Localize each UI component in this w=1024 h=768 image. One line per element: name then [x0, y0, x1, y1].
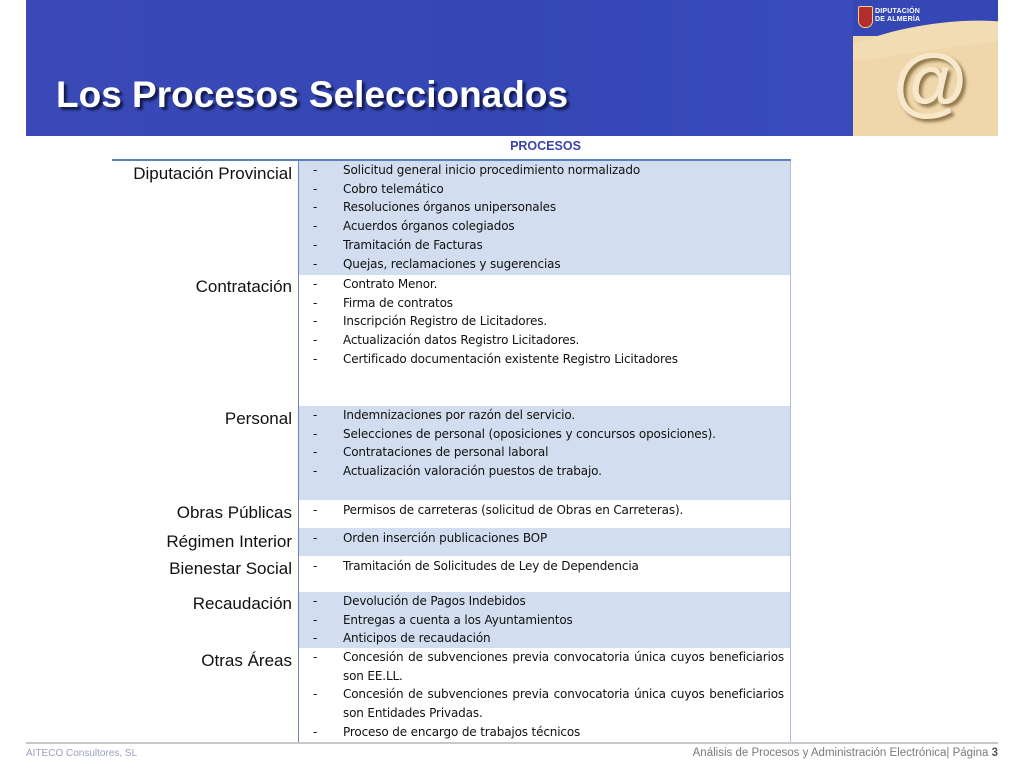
list-otras [299, 648, 790, 742]
list-item: - Contrataciones de personal laboral [299, 443, 790, 462]
section-bienestar [299, 556, 790, 592]
footer-rule [26, 742, 998, 744]
list-contratacion [299, 275, 790, 369]
section-label-recaudacion: Recaudación [192, 594, 292, 613]
list-item: - Actualización datos Registro Licitadores. [299, 331, 790, 350]
table-left-rule [298, 161, 299, 743]
section-recaudacion [299, 592, 790, 648]
list-item: - Cobro telemático [299, 180, 790, 199]
section-obras [299, 500, 790, 528]
footer-company: AITECO Consultores, SL [26, 748, 138, 759]
list-item: - Entregas a cuenta a los Ayuntamientos [299, 611, 790, 630]
list-item: - Indemnizaciones por razón del servicio. [299, 406, 790, 425]
list-item: - Inscripción Registro de Licitadores. [299, 312, 790, 331]
list-item: - Acuerdos órganos colegiados [299, 217, 790, 236]
diputacion-logo [853, 0, 998, 136]
section-personal [299, 406, 790, 500]
list-item: - Selecciones de personal (oposiciones y concursos oposiciones). [299, 425, 790, 444]
list-item: - Permisos de carreteras (solicitud de Obras en Carreteras). [299, 501, 790, 520]
section-label-diputacion: Diputación Provincial [133, 164, 292, 183]
list-item: - Firma de contratos [299, 294, 790, 313]
table-title: PROCESOS [510, 139, 581, 153]
list-item: - Tramitación de Solicitudes de Ley de Dependencia [299, 557, 790, 576]
section-label-bienestar: Bienestar Social [169, 559, 292, 578]
list-item: - Contrato Menor. [299, 275, 790, 294]
list-item: - Devolución de Pagos Indebidos [299, 592, 790, 611]
section-regimen [299, 528, 790, 556]
list-item: - Certificado documentación existente Registro Licitadores [299, 350, 790, 369]
footer-doc-title: Análisis de Procesos y Administración Electrónica| Página [692, 747, 992, 759]
logo-text [875, 8, 920, 24]
footer-page-info [693, 747, 998, 759]
list-item: - Concesión de subvenciones previa convocatoria única cuyos beneficiarios son EE.LL. [299, 648, 790, 685]
list-item: - Resoluciones órganos unipersonales [299, 198, 790, 217]
section-contratacion [299, 275, 790, 406]
list-recaudacion [299, 592, 790, 648]
list-item: - Proceso de encargo de trabajos técnicos [299, 723, 790, 742]
list-item: - Orden inserción publicaciones BOP [299, 529, 790, 548]
section-label-regimen: Régimen Interior [166, 532, 292, 551]
list-bienestar [299, 557, 790, 576]
page-number: 3 [991, 747, 998, 759]
header-banner [26, 0, 853, 136]
section-diputacion [299, 161, 790, 275]
section-label-otras: Otras Áreas [201, 651, 292, 670]
list-obras [299, 501, 790, 520]
section-label-contratacion: Contratación [195, 277, 292, 296]
logo-line-2: DE ALMERÍA [875, 16, 921, 23]
crest-icon [858, 6, 873, 28]
list-item: - Actualización valoración puestos de trabajo. [299, 462, 790, 481]
section-label-personal: Personal [224, 409, 292, 428]
logo-line-1: DIPUTACIÓN [875, 8, 921, 15]
list-diputacion [299, 161, 790, 273]
at-sign-icon: @ [893, 39, 968, 124]
section-otras [299, 648, 790, 742]
list-item: - Anticipos de recaudación [299, 629, 790, 648]
list-item: - Concesión de subvenciones previa convocatoria única cuyos beneficiarios son Entidades Privadas. [299, 685, 790, 722]
list-item: - Tramitación de Facturas [299, 236, 790, 255]
list-item: - Solicitud general inicio procedimiento normalizado [299, 161, 790, 180]
table-right-rule [790, 161, 791, 743]
list-personal [299, 406, 790, 481]
list-regimen [299, 529, 790, 548]
page-title: Los Procesos Seleccionados [56, 74, 569, 115]
list-item: - Quejas, reclamaciones y sugerencias [299, 255, 790, 274]
section-label-obras: Obras Públicas [176, 503, 292, 522]
